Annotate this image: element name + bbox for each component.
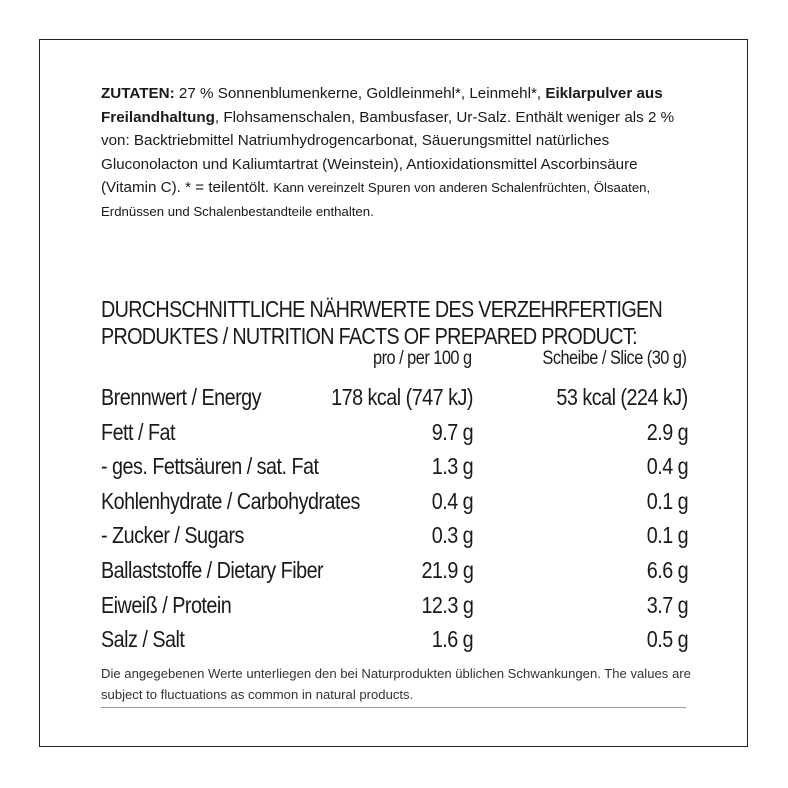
value-per100: 1.6 g [431, 626, 473, 653]
value-slice: 6.6 g [646, 556, 688, 583]
nutrition-heading-line1: DURCHSCHNITTLICHE NÄHRWERTE DES VERZEHRFERTIGEN [101, 296, 663, 322]
table-row [101, 419, 688, 454]
table-row [101, 592, 688, 627]
table-row [101, 522, 688, 557]
nutrition-heading-line2: PRODUKTES / NUTRITION FACTS OF PREPARED PRODUCT: [101, 323, 637, 349]
ingredients-text [101, 82, 691, 224]
nutrition-heading [101, 296, 663, 350]
value-slice: 0.1 g [646, 487, 688, 514]
nutrient-label: Salz / Salt [101, 626, 185, 653]
nutrition-table [101, 384, 688, 661]
column-header-slice: Scheibe / Slice (30 g) [542, 348, 686, 369]
allergen-note: Kann vereinzelt Spuren von anderen Schalenfrüchten, Ölsaaten, Erdnüssen und Schalenbestandteile enthalten. [101, 180, 651, 219]
nutrient-label: Fett / Fat [101, 418, 175, 445]
value-slice: 0.1 g [646, 522, 688, 549]
nutrient-label: Kohlenhydrate / Carbohydrates [101, 487, 360, 514]
nutrient-label: - ges. Fettsäuren / sat. Fat [101, 453, 319, 480]
value-per100: 9.7 g [431, 418, 473, 445]
ingredients-part2: , Flohsamenschalen, Bambusfaser, Ur-Salz. Enthält weniger als 2 % von: Backtriebmittel Natriumhydrogencarbonat, Säuerungsmittel natürliches Gluconolacton und Kaliumtartrat (Weinstein), Antioxidationsmittel Ascorbinsäure (Vitamin C). * = teilentölt. [101, 108, 675, 197]
value-per100: 178 kcal (747 kJ) [331, 384, 473, 410]
nutrient-label: - Zucker / Sugars [101, 522, 244, 549]
nutrient-label: Brennwert / Energy [101, 384, 262, 410]
footnote: Die angegebenen Werte unterliegen den bei Naturprodukten üblichen Schwankungen. The values are subject to fluctuations as common in natural products. [101, 666, 691, 702]
table-row [101, 453, 688, 488]
table-row [101, 626, 688, 661]
value-per100: 0.3 g [431, 522, 473, 549]
value-slice: 2.9 g [646, 418, 688, 445]
table-row [101, 488, 688, 523]
value-per100: 0.4 g [431, 487, 473, 514]
bottom-rule [101, 707, 686, 708]
table-row [101, 557, 688, 592]
table-row [101, 384, 688, 419]
value-slice: 3.7 g [646, 591, 688, 618]
ingredients-label: ZUTATEN: [101, 85, 175, 102]
column-header-per100: pro / per 100 g [373, 348, 472, 369]
value-per100: 21.9 g [421, 556, 473, 583]
value-slice: 53 kcal (224 kJ) [556, 384, 688, 410]
value-per100: 12.3 g [421, 591, 473, 618]
ingredients-part1: 27 % Sonnenblumenkerne, Goldleinmehl*, Leinmehl*, [174, 85, 546, 102]
value-per100: 1.3 g [431, 453, 473, 480]
value-slice: 0.5 g [646, 626, 688, 653]
nutrient-label: Eiweiß / Protein [101, 591, 232, 618]
value-slice: 0.4 g [646, 453, 688, 480]
nutrient-label: Ballaststoffe / Dietary Fiber [101, 556, 324, 583]
ingredients-bold: Eiklarpulver aus Freilandhaltung [101, 85, 663, 126]
